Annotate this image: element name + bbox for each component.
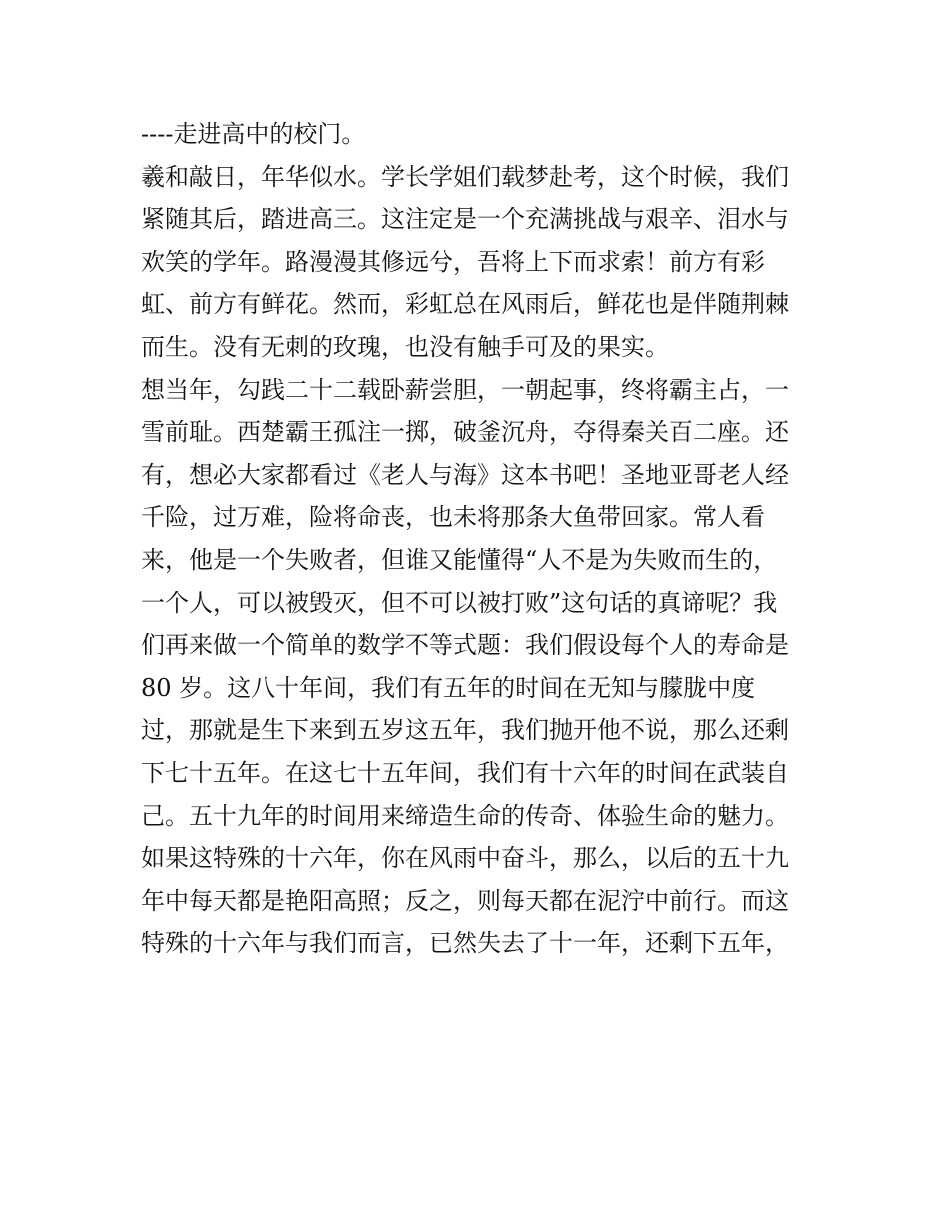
text-line: ----走进高中的校门。 <box>141 120 366 148</box>
text-line: 己。五十九年的时间用来缔造生命的传奇、体验生命的魅力。 <box>141 801 789 830</box>
document-body <box>141 113 821 965</box>
text-line: 们再来做一个简单的数学不等式题：我们假设每个人的寿命是 <box>141 631 789 660</box>
text-line: 千险，过万难，险将命丧，也未将那条大鱼带回家。常人看 <box>141 503 765 532</box>
text-line: 来，他是一个失败者，但谁又能懂得“人不是为失败而生的， <box>141 545 778 574</box>
text-line: 如果这特殊的十六年，你在风雨中奋斗，那么，以后的五十九 <box>141 844 789 873</box>
text-line: 羲和敲日，年华似水。学长学姐们载梦赴考，这个时候，我们 <box>141 162 789 191</box>
text-line: 过，那就是生下来到五岁这五年，我们抛开他不说，那么还剩 <box>141 716 789 745</box>
text-line: 欢笑的学年。路漫漫其修远兮，吾将上下而求索！前方有彩 <box>141 247 765 276</box>
text-line: 虹、前方有鲜花。然而，彩虹总在风雨后，鲜花也是伴随荆棘 <box>141 290 789 319</box>
text-line: 有，想必大家都看过《老人与海》这本书吧！圣地亚哥老人经 <box>141 460 789 489</box>
text-line: 雪前耻。西楚霸王孤注一掷，破釜沉舟，夺得秦关百二座。还 <box>141 418 789 447</box>
text-line: 下七十五年。在这七十五年间，我们有十六年的时间在武装自 <box>141 758 789 787</box>
text-line: 紧随其后，踏进高三。这注定是一个充满挑战与艰辛、泪水与 <box>141 205 789 234</box>
text-line: 80 岁。这八十年间，我们有五年的时间在无知与朦胧中度 <box>141 673 756 702</box>
text-line: 年中每天都是艳阳高照；反之，则每天都在泥泞中前行。而这 <box>141 886 789 915</box>
text-line: 想当年，勾践二十二载卧薪尝胆，一朝起事，终将霸主占，一 <box>141 375 789 404</box>
text-line: 而生。没有无刺的玫瑰，也没有触手可及的果实。 <box>141 332 669 361</box>
text-line: 特殊的十六年与我们而言，已然失去了十一年，还剩下五年， <box>141 929 789 958</box>
text-line: 一个人，可以被毁灭，但不可以被打败”这句话的真谛呢？我 <box>141 588 778 617</box>
